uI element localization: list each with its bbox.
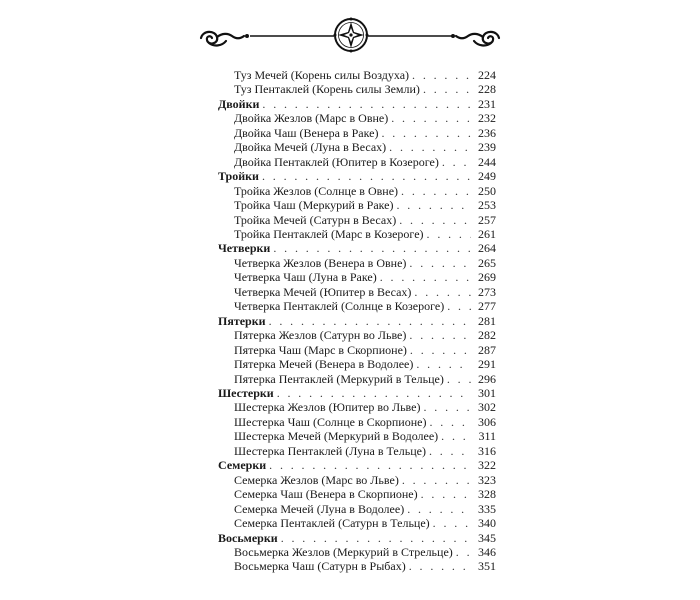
dot-leader [433,516,471,530]
dot-leader [429,444,471,458]
toc-entry [218,82,496,96]
toc-entry [218,140,496,154]
table-of-contents [218,68,496,574]
toc-entry-title: Двойка Жезлов (Марс в Овне) [234,111,389,126]
dot-leader [399,213,471,227]
toc-page-number: 273 [478,284,496,299]
toc-entry [218,285,496,299]
toc-page-number: 265 [478,255,496,270]
dot-leader [416,357,471,371]
toc-page-number: 291 [478,357,496,372]
toc-page-number: 224 [478,68,496,82]
dot-leader [456,545,471,559]
toc-entry [218,184,496,198]
toc-page-number: 249 [478,169,496,184]
dot-leader [277,386,471,400]
page-header-ornament [0,0,700,70]
toc-page-number: 301 [478,385,496,400]
toc-page-number: 228 [478,82,496,97]
toc-entry-title: Четверки [218,241,271,256]
toc-entry [218,328,496,342]
dot-leader [402,473,471,487]
toc-entry [218,126,496,140]
toc-entry-title: Четверка Жезлов (Венера в Овне) [234,255,407,270]
toc-entry-title: Пятерка Пентаклей (Меркурий в Тельце) [234,371,444,386]
toc-entry-title: Тройки [218,169,259,184]
toc-entry-title: Двойка Мечей (Луна в Весах) [234,140,387,155]
toc-page-number: 239 [478,140,496,155]
toc-entry-title: Четверка Чаш (Луна в Раке) [234,270,377,285]
toc-entry-title: Восьмерки [218,530,278,545]
dot-leader [423,400,471,414]
toc-section-heading [218,241,496,255]
dot-leader [409,256,471,270]
toc-page-number: 311 [478,429,496,444]
toc-entry-title: Шестерка Чаш (Солнце в Скорпионе) [234,414,427,429]
toc-entry-title: Туз Мечей (Корень силы Воздуха) [234,68,410,82]
dot-leader [269,314,471,328]
dot-leader [421,487,471,501]
dot-leader [429,415,471,429]
toc-page-number: 257 [478,212,496,227]
toc-page-number: 302 [478,400,496,415]
toc-entry-title: Двойка Чаш (Венера в Раке) [234,125,379,140]
dot-leader [447,299,471,313]
dot-leader [262,169,471,183]
toc-page-number: 231 [478,96,496,111]
toc-entry [218,68,496,82]
right-scroll-ornament-icon [451,32,499,46]
toc-entry-title: Восьмерка Чаш (Сатурн в Рыбах) [234,559,406,574]
dot-leader [447,372,471,386]
toc-entry-title: Пятерка Жезлов (Сатурн во Льве) [234,328,407,343]
toc-page-number: 281 [478,313,496,328]
toc-entry [218,502,496,516]
toc-section-heading [218,314,496,328]
toc-page-number: 335 [478,501,496,516]
toc-page-number: 323 [478,472,496,487]
toc-entry-title: Пятерка Мечей (Венера в Водолее) [234,357,414,372]
toc-page-number: 261 [478,226,496,241]
toc-section-heading [218,169,496,183]
toc-page-number: 232 [478,111,496,126]
toc-entry-title: Шестерка Мечей (Меркурий в Водолее) [234,429,439,444]
toc-entry-title: Семерка Мечей (Луна в Водолее) [234,501,405,516]
compass-star-emblem-icon [334,18,369,53]
dot-leader [389,140,471,154]
toc-entry-title: Семерка Чаш (Венера в Скорпионе) [234,487,418,502]
toc-entry-title: Четверка Мечей (Юпитер в Весах) [234,284,412,299]
dot-leader [273,241,471,255]
toc-page-number: 253 [478,198,496,213]
dot-leader [409,559,471,573]
dot-leader [412,68,471,82]
dot-leader [427,227,471,241]
toc-entry-title: Пятерка Чаш (Марс в Скорпионе) [234,342,407,357]
toc-entry [218,198,496,212]
toc-page-number: 316 [478,443,496,458]
dot-leader [269,458,471,472]
toc-page-number: 277 [478,299,496,314]
toc-entry-title: Шестерка Жезлов (Юпитер во Льве) [234,400,421,415]
toc-entry-title: Четверка Пентаклей (Солнце в Козероге) [234,299,445,314]
toc-entry-title: Туз Пентаклей (Корень силы Земли) [234,82,420,97]
dot-leader [414,285,471,299]
toc-section-heading [218,458,496,472]
toc-entry-title: Семерка Пентаклей (Сатурн в Тельце) [234,516,430,531]
toc-entry-title: Пятерки [218,313,266,328]
toc-entry [218,111,496,125]
toc-section-heading [218,97,496,111]
toc-entry [218,372,496,386]
toc-entry [218,299,496,313]
toc-entry-title: Шестерки [218,385,274,400]
toc-entry [218,444,496,458]
toc-entry [218,559,496,573]
toc-page-number: 287 [478,342,496,357]
dot-leader [391,111,471,125]
dot-leader [380,270,471,284]
dot-leader [409,328,471,342]
dot-leader [407,502,471,516]
toc-page-number: 322 [478,458,496,473]
dot-leader [262,97,471,111]
toc-page-number: 236 [478,125,496,140]
toc-section-heading [218,386,496,400]
toc-page-number: 340 [478,516,496,531]
dot-leader [281,531,471,545]
toc-entry [218,429,496,443]
toc-page-number: 296 [478,371,496,386]
toc-entry-title: Шестерка Пентаклей (Луна в Тельце) [234,443,426,458]
toc-entry-title: Двойки [218,96,260,111]
toc-entry [218,213,496,227]
toc-entry [218,155,496,169]
toc-page-number: 282 [478,328,496,343]
toc-page-number: 250 [478,183,496,198]
toc-entry-title: Тройка Мечей (Сатурн в Весах) [234,212,397,227]
toc-entry [218,415,496,429]
toc-entry-title: Восьмерка Жезлов (Меркурий в Стрельце) [234,544,453,559]
toc-section-heading [218,531,496,545]
toc-page-number: 346 [478,544,496,559]
toc-entry-title: Тройка Жезлов (Солнце в Овне) [234,183,399,198]
left-scroll-ornament-icon [201,32,249,46]
toc-entry [218,256,496,270]
toc-entry-title: Семерка Жезлов (Марс во Льве) [234,472,399,487]
dot-leader [423,82,471,96]
toc-entry [218,270,496,284]
toc-entry-title: Тройка Пентаклей (Марс в Козероге) [234,226,424,241]
dot-leader [397,198,472,212]
toc-entry-title: Тройка Чаш (Меркурий в Раке) [234,198,394,213]
toc-page-number: 328 [478,487,496,502]
toc-entry [218,545,496,559]
toc-page-number: 244 [478,154,496,169]
toc-entry [218,343,496,357]
toc-entry [218,357,496,371]
dot-leader [401,184,471,198]
toc-page-number: 264 [478,241,496,256]
dot-leader [410,343,471,357]
toc-entry [218,400,496,414]
toc-entry-title: Двойка Пентаклей (Юпитер в Козероге) [234,154,439,169]
dot-leader [441,429,471,443]
toc-entry-title: Семерки [218,458,267,473]
toc-page-number: 351 [478,559,496,574]
toc-page-number: 269 [478,270,496,285]
toc-entry [218,487,496,501]
dot-leader [381,126,471,140]
toc-entry [218,227,496,241]
dot-leader [442,155,471,169]
toc-entry [218,473,496,487]
toc-page-number: 345 [478,530,496,545]
toc-entry [218,516,496,530]
toc-page-number: 306 [478,414,496,429]
